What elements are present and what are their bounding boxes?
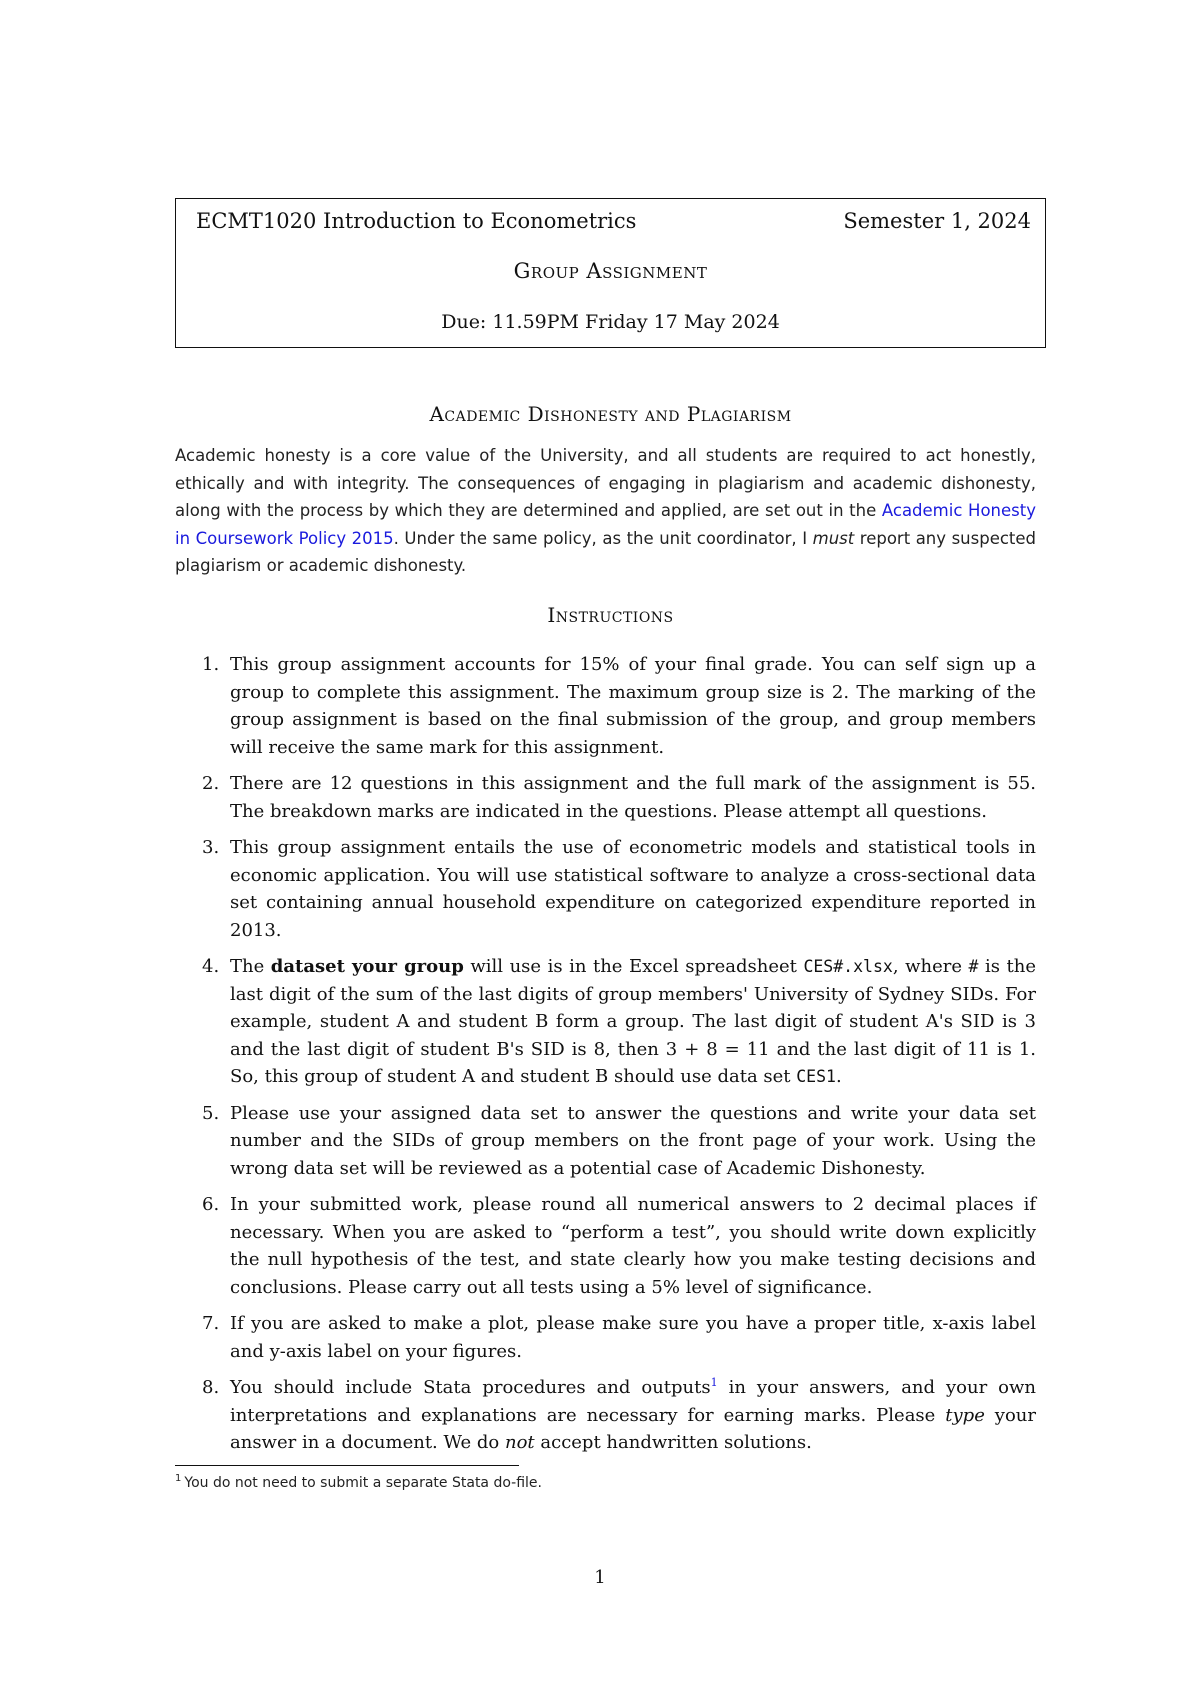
dataset-code: CES1 [796,1067,836,1086]
item-text: This group assignment entails the use of econometric models and statistical tools in economic application. You will use statistical software to analyze a cross-sectional data set containing annual household expenditure on categorized expenditure reported in 2013. [230,837,1036,941]
item-text: If you are asked to make a plot, please make sure you have a proper title, x-axis label and y-axis label on your figures. [230,1313,1036,1362]
item-number: 1. [202,654,220,675]
item-text-part: in your answers, and your own interpretations and explanations are necessary for earning marks. Please [230,1377,1036,1426]
hash-code: # [968,957,979,976]
item-number: 5. [202,1102,220,1124]
header-box [175,198,1046,348]
filename-code: CES#.xlsx [803,957,893,976]
item-text-part: is the last digit of the sum of the last digits of group members' University of Sydney SIDs. For example, student A and student B form a group. The last digit of student A's SID is 3 and the last digit of student B's SID is 8, then 3 + 8 = 11 and the last digit of 11 is 1. So, this group of student A and student B should use data set [230,956,1036,1087]
course-title: ECMT1020 Introduction to Econometrics [196,209,637,233]
item-text: There are 12 questions in this assignment and the full mark of the assignment is 55. The breakdown marks are indicated in the questions. Please attempt all questions. [230,773,1036,822]
item-text: Please use your assigned data set to answer the questions and write your data set number and the SIDs of group members on the front page of your work. Using the wrong data set will be reviewed as a potential case of Academic Dishonesty. [230,1102,1036,1179]
item-text-part: , where [892,956,969,977]
list-item [175,834,1036,944]
instructions-list [175,651,1036,1466]
list-item [175,1100,1036,1183]
academic-paragraph [175,442,1036,580]
item-number: 4. [202,956,220,977]
academic-text-1: Academic honesty is a core value of the University, and all students are required to act honestly, ethically and with integrity. The consequences of engaging in plagiarism and academic dishonesty, along with the process by which they are determined and applied, are set out in the [175,446,1036,520]
item-emphasis: type [945,1404,985,1426]
semester-label: Semester 1, 2024 [843,209,1031,233]
instructions-heading: Instructions [547,603,674,627]
academic-heading: Academic Dishonesty and Plagiarism [429,402,792,426]
item-bold: dataset your group [270,956,464,977]
item-text-part: You should include Stata procedures and outputs [230,1377,711,1398]
item-text [230,956,1036,1087]
footnote [175,1475,542,1491]
item-number: 6. [202,1194,220,1215]
list-item [175,651,1036,761]
academic-emphasis: must [812,528,855,548]
item-number: 8. [202,1377,220,1398]
item-text-part: The [230,956,271,977]
item-text: This group assignment accounts for 15% of your final grade. You can self sign up a group to complete this assignment. The maximum group size is 2. The marking of the group assignment is based on the final submission of the group, and group members will receive the same mark for this assignment. [230,654,1036,758]
page-number: 1 [594,1567,606,1588]
item-text-part: will use is in the Excel spreadsheet [463,956,804,977]
item-text-part: your answer in a document. We do [230,1404,1036,1453]
policy-link[interactable]: Academic Honesty in Coursework Policy 2015 [175,501,1036,548]
item-text [230,1377,1036,1453]
list-item [175,770,1036,825]
footnote-mark: 1 [175,1473,182,1485]
item-emphasis: not [504,1432,535,1453]
due-date: Due: 11.59PM Friday 17 May 2024 [441,311,780,333]
academic-text-3: report any suspected plagiarism or academic dishonesty. [175,528,1037,575]
item-number: 2. [202,773,220,794]
item-text: In your submitted work, please round all numerical answers to 2 decimal places if necessary. When you are asked to “perform a test”, you should write down explicitly the null hypothesis of the test, and state clearly how you make testing decisions and conclusions. Please carry out all tests using a 5% level of significance. [230,1194,1036,1298]
item-text-part: accept handwritten solutions. [534,1432,812,1453]
list-item [175,1191,1036,1301]
footnote-text: You do not need to submit a separate Stata do-file. [184,1475,542,1491]
list-item [175,1374,1036,1457]
list-item [175,1310,1036,1365]
item-text-part: . [836,1066,842,1087]
item-number: 3. [202,837,220,858]
assignment-title: Group Assignment [513,259,708,283]
footnote-divider [175,1465,519,1466]
footnote-reference[interactable]: 1 [710,1376,718,1389]
item-number: 7. [202,1313,220,1334]
academic-text-2: . Under the same policy, as the unit coordinator, I [393,528,813,548]
list-item [175,953,1036,1091]
